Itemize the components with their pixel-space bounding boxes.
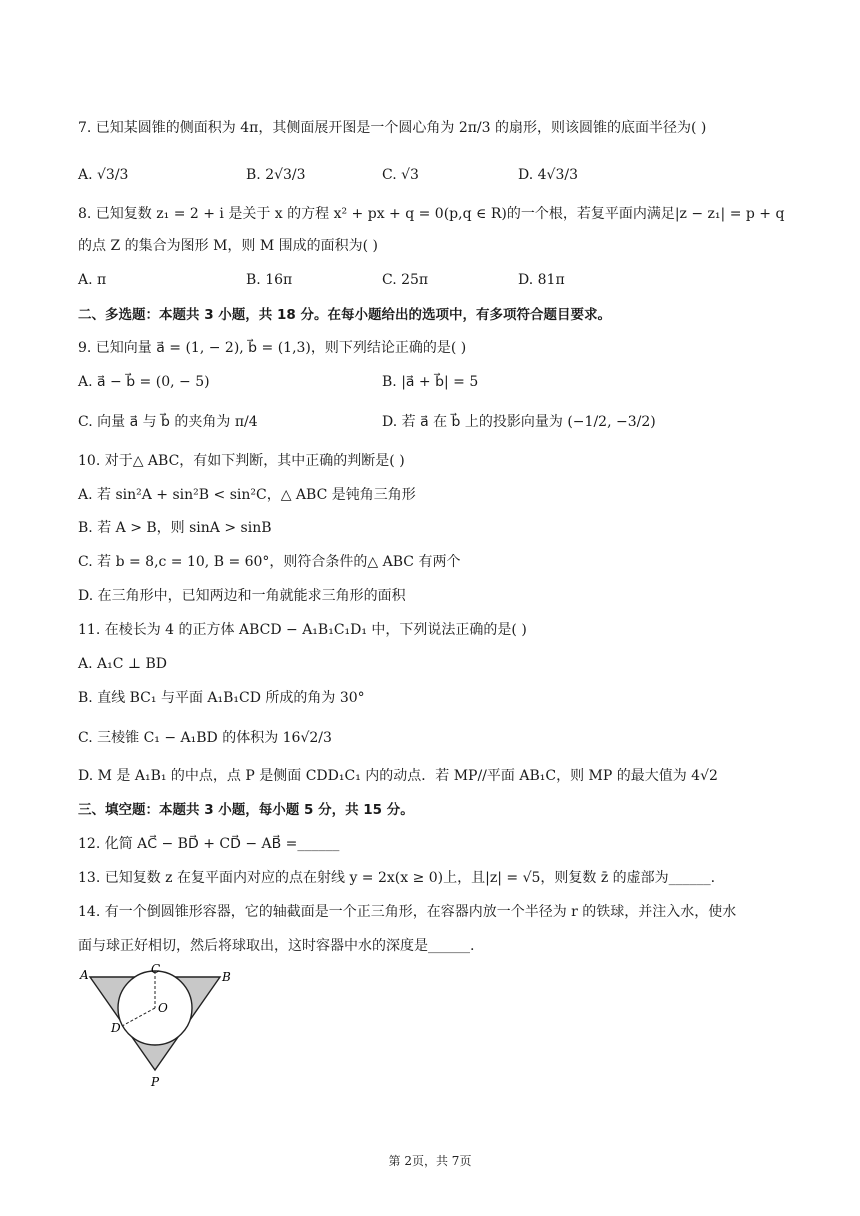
q7-option-c: C. √3 bbox=[382, 167, 419, 183]
q12-stem: 12. 化简 AC⃗ − BD⃗ + CD⃗ − AB⃗ =______ bbox=[78, 836, 340, 852]
q7-option-d: D. 4√3/3 bbox=[518, 167, 578, 183]
q9-option-b: B. |a⃗ + b⃗| = 5 bbox=[382, 374, 479, 390]
q8-option-b: B. 16π bbox=[246, 272, 293, 288]
q10-option-c: C. 若 b = 8,c = 10, B = 60°，则符合条件的△ ABC 有两个 bbox=[78, 554, 461, 570]
label-d: D bbox=[111, 1021, 121, 1035]
section-multiple-choice-heading: 二、多选题：本题共 3 小题，共 18 分。在每小题给出的选项中，有多项符合题目要求。 bbox=[78, 307, 611, 323]
label-a: A bbox=[80, 968, 89, 982]
q10-option-b: B. 若 A > B，则 sinA > sinB bbox=[78, 520, 272, 536]
q9-option-d: D. 若 a⃗ 在 b⃗ 上的投影向量为 (−1/2, −3/2) bbox=[382, 414, 656, 430]
q11-option-d: D. M 是 A₁B₁ 的中点，点 P 是侧面 CDD₁C₁ 内的动点．若 MP//平面 AB₁C，则 MP 的最大值为 4√2 bbox=[78, 768, 718, 784]
section-fill-in-heading: 三、填空题：本题共 3 小题，每小题 5 分，共 15 分。 bbox=[78, 802, 414, 818]
q11-stem: 11. 在棱长为 4 的正方体 ABCD − A₁B₁C₁D₁ 中，下列说法正确的是( ) bbox=[78, 622, 527, 638]
q8-stem-line2: 的点 Z 的集合为图形 M，则 M 围成的面积为( ) bbox=[78, 238, 379, 254]
q10-stem: 10. 对于△ ABC，有如下判断，其中正确的判断是( ) bbox=[78, 453, 405, 469]
q8-option-a: A. π bbox=[78, 272, 107, 288]
q8-option-c: C. 25π bbox=[382, 272, 429, 288]
q10-option-d: D. 在三角形中，已知两边和一角就能求三角形的面积 bbox=[78, 588, 406, 604]
label-o: O bbox=[158, 1001, 168, 1015]
label-c: C bbox=[151, 962, 161, 976]
cone-sphere-figure bbox=[76, 960, 246, 1090]
q8-stem-line1: 8. 已知复数 z₁ = 2 + i 是关于 x 的方程 x² + px + q = 0(p,q ∈ R)的一个根，若复平面内满足|z − z₁| = p + q bbox=[78, 206, 785, 222]
page-footer: 第 2页，共 7页 bbox=[388, 1154, 472, 1168]
q7-stem: 7. 已知某圆锥的侧面积为 4π，其侧面展开图是一个圆心角为 2π/3 的扇形，则该圆锥的底面半径为( ) bbox=[78, 120, 707, 136]
q11-option-c: C. 三棱锥 C₁ − A₁BD 的体积为 16√2/3 bbox=[78, 730, 332, 746]
label-p: P bbox=[151, 1075, 160, 1089]
q14-stem-line1: 14. 有一个倒圆锥形容器，它的轴截面是一个正三角形，在容器内放一个半径为 r 的铁球，并注入水，使水 bbox=[78, 904, 737, 920]
q14-stem-line2: 面与球正好相切，然后将球取出，这时容器中水的深度是______. bbox=[78, 938, 475, 954]
q7-option-a: A. √3/3 bbox=[78, 167, 129, 183]
q7-option-b: B. 2√3/3 bbox=[246, 167, 306, 183]
label-b: B bbox=[222, 970, 231, 984]
q9-stem: 9. 已知向量 a⃗ = (1, − 2), b⃗ = (1,3)，则下列结论正确的是( ) bbox=[78, 340, 467, 356]
q9-option-c: C. 向量 a⃗ 与 b⃗ 的夹角为 π/4 bbox=[78, 414, 258, 430]
q9-option-a: A. a⃗ − b⃗ = (0, − 5) bbox=[78, 374, 210, 390]
q11-option-b: B. 直线 BC₁ 与平面 A₁B₁CD 所成的角为 30° bbox=[78, 690, 365, 706]
q11-option-a: A. A₁C ⊥ BD bbox=[78, 656, 168, 672]
q8-option-d: D. 81π bbox=[518, 272, 565, 288]
q13-stem: 13. 已知复数 z 在复平面内对应的点在射线 y = 2x(x ≥ 0)上，且|z| = √5，则复数 z̄ 的虚部为______. bbox=[78, 870, 716, 886]
q10-option-a: A. 若 sin²A + sin²B < sin²C，△ ABC 是钝角三角形 bbox=[78, 487, 416, 503]
